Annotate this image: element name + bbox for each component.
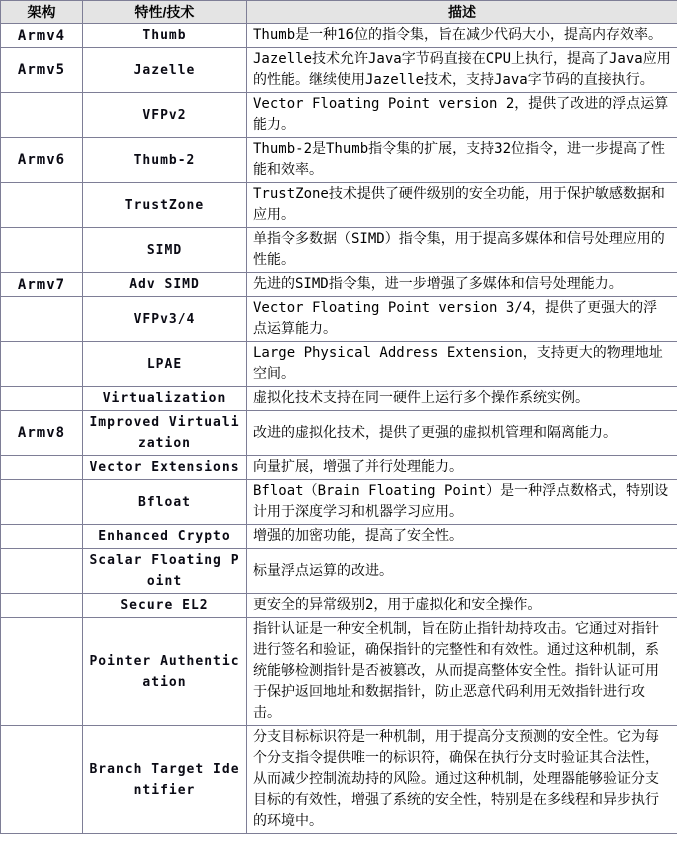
table-row <box>1 594 677 618</box>
feature-cell: SIMD <box>83 228 247 273</box>
description-cell: 虚拟化技术支持在同一硬件上运行多个操作系统实例。 <box>247 387 677 411</box>
arch-cell <box>1 618 83 726</box>
arch-cell <box>1 297 83 342</box>
feature-cell: VFPv2 <box>83 93 247 138</box>
feature-cell: VFPv3/4 <box>83 297 247 342</box>
description-cell: 指针认证是一种安全机制，旨在防止指针劫持攻击。它通过对指针进行签名和验证，确保指针的完整性和有效性。通过这种机制，系统能够检测指针是否被篡改，从而提高整体安全性。指针认证可用于保护返回地址和数据指针，防止恶意代码利用无效指针进行攻击。 <box>247 618 677 726</box>
feature-cell: Thumb-2 <box>83 138 247 183</box>
table-row <box>1 297 677 342</box>
header-row <box>1 1 677 24</box>
arch-cell <box>1 456 83 480</box>
arch-cell: Armv4 <box>1 24 83 48</box>
description-cell: 改进的虚拟化技术，提供了更强的虚拟机管理和隔离能力。 <box>247 411 677 456</box>
feature-cell: Pointer Authentication <box>83 618 247 726</box>
feature-table-body <box>1 24 677 834</box>
table-row <box>1 480 677 525</box>
description-cell: 单指令多数据（SIMD）指令集，用于提高多媒体和信号处理应用的性能。 <box>247 228 677 273</box>
description-cell: Vector Floating Point version 2，提供了改进的浮点运算能力。 <box>247 93 677 138</box>
arch-cell: Armv6 <box>1 138 83 183</box>
feature-cell: Improved Virtualization <box>83 411 247 456</box>
description-cell: Thumb是一种16位的指令集，旨在减少代码大小，提高内存效率。 <box>247 24 677 48</box>
description-cell: 先进的SIMD指令集，进一步增强了多媒体和信号处理能力。 <box>247 273 677 297</box>
table-header <box>1 1 677 24</box>
feature-cell: LPAE <box>83 342 247 387</box>
table-row <box>1 456 677 480</box>
feature-cell: Jazelle <box>83 48 247 93</box>
table-row <box>1 342 677 387</box>
feature-cell: Vector Extensions <box>83 456 247 480</box>
table-row <box>1 387 677 411</box>
feature-cell: Enhanced Crypto <box>83 525 247 549</box>
table-row <box>1 48 677 93</box>
arch-cell <box>1 342 83 387</box>
arch-cell <box>1 726 83 834</box>
arch-cell <box>1 525 83 549</box>
arch-cell <box>1 594 83 618</box>
description-cell: 向量扩展，增强了并行处理能力。 <box>247 456 677 480</box>
header-feature: 特性/技术 <box>83 1 247 24</box>
arch-cell <box>1 480 83 525</box>
description-cell: Jazelle技术允许Java字节码直接在CPU上执行，提高了Java应用的性能。继续使用Jazelle技术，支持Java字节码的直接执行。 <box>247 48 677 93</box>
table-row <box>1 228 677 273</box>
arch-cell <box>1 183 83 228</box>
table-row <box>1 618 677 726</box>
header-arch: 架构 <box>1 1 83 24</box>
table-row <box>1 183 677 228</box>
table-row <box>1 93 677 138</box>
description-cell: Large Physical Address Extension，支持更大的物理地址空间。 <box>247 342 677 387</box>
arch-cell <box>1 387 83 411</box>
feature-cell: Branch Target Identifier <box>83 726 247 834</box>
table-row <box>1 24 677 48</box>
arch-cell: Armv8 <box>1 411 83 456</box>
table-row <box>1 525 677 549</box>
description-cell: Vector Floating Point version 3/4，提供了更强大的浮点运算能力。 <box>247 297 677 342</box>
feature-cell: TrustZone <box>83 183 247 228</box>
arch-cell: Armv7 <box>1 273 83 297</box>
feature-cell: Thumb <box>83 24 247 48</box>
description-cell: Bfloat（Brain Floating Point）是一种浮点数格式，特别设计用于深度学习和机器学习应用。 <box>247 480 677 525</box>
description-cell: 更安全的异常级别2，用于虚拟化和安全操作。 <box>247 594 677 618</box>
description-cell: Thumb-2是Thumb指令集的扩展，支持32位指令，进一步提高了性能和效率。 <box>247 138 677 183</box>
feature-cell: Scalar Floating Point <box>83 549 247 594</box>
feature-cell: Adv SIMD <box>83 273 247 297</box>
description-cell: 标量浮点运算的改进。 <box>247 549 677 594</box>
description-cell: 分支目标标识符是一种机制，用于提高分支预测的安全性。它为每个分支指令提供唯一的标识符，确保在执行分支时验证其合法性，从而减少控制流劫持的风险。通过这种机制，处理器能够验证分支目标的有效性，增强了系统的安全性，特别是在多线程和异步执行的环境中。 <box>247 726 677 834</box>
table-row <box>1 138 677 183</box>
table-row <box>1 726 677 834</box>
arch-cell <box>1 93 83 138</box>
arch-cell: Armv5 <box>1 48 83 93</box>
header-description: 描述 <box>247 1 677 24</box>
description-cell: 增强的加密功能，提高了安全性。 <box>247 525 677 549</box>
feature-cell: Bfloat <box>83 480 247 525</box>
table-row <box>1 411 677 456</box>
table-row <box>1 273 677 297</box>
table-row <box>1 549 677 594</box>
description-cell: TrustZone技术提供了硬件级别的安全功能，用于保护敏感数据和应用。 <box>247 183 677 228</box>
feature-cell: Virtualization <box>83 387 247 411</box>
feature-cell: Secure EL2 <box>83 594 247 618</box>
arch-cell <box>1 549 83 594</box>
arch-cell <box>1 228 83 273</box>
